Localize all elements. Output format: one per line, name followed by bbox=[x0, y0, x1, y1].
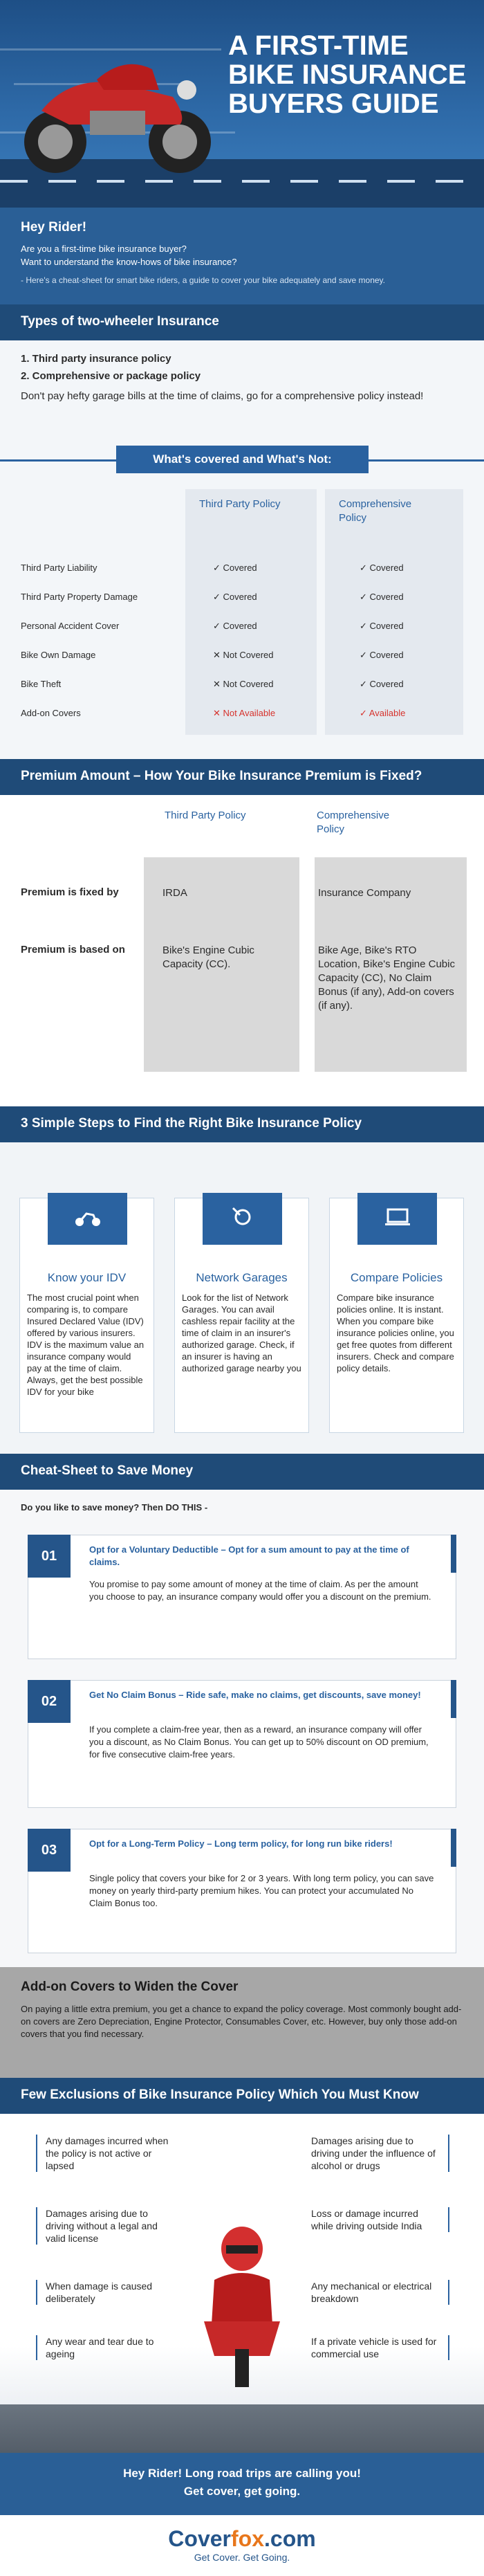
step-icon-tab bbox=[48, 1193, 127, 1245]
hero-title-line: A FIRST-TIME bbox=[228, 30, 409, 61]
tip-title: Get No Claim Bonus – Ride safe, make no claims, get discounts, save money! bbox=[89, 1690, 421, 1700]
addon-section bbox=[0, 1967, 484, 2078]
cross-icon: ✕ bbox=[213, 679, 223, 689]
premium-heading: Premium Amount – How Your Bike Insurance Premium is Fixed? bbox=[0, 759, 484, 795]
table-row bbox=[21, 558, 470, 579]
tip-card bbox=[28, 1535, 456, 1659]
table-row bbox=[21, 616, 470, 637]
intro-question-1: Are you a first-time bike insurance buyer? bbox=[21, 244, 187, 254]
addon-text: On paying a little extra premium, you get a chance to expand the policy coverage. Most commonly bought add-on covers are Zero Depreciation, Engine Protector, Consumables Cover, etc. However, buy only those add-on covers that you find necessary. bbox=[21, 2004, 462, 2039]
steps-section bbox=[0, 1142, 484, 1454]
comprehensive-column bbox=[325, 489, 463, 735]
third-party-column bbox=[185, 489, 317, 735]
cell-third-party: ✓ Covered bbox=[213, 621, 257, 631]
brand-logo[interactable]: Coverfox.com bbox=[168, 2526, 316, 2551]
tip-card bbox=[28, 1829, 456, 1953]
step-card bbox=[174, 1198, 309, 1433]
row-label: Third Party Liability bbox=[21, 563, 97, 573]
covered-banner: What's covered and What's Not: bbox=[116, 446, 369, 473]
row-label: Add-on Covers bbox=[21, 708, 81, 718]
check-icon: ✓ bbox=[360, 708, 369, 718]
closing-line-2: Get cover, get going. bbox=[183, 2485, 301, 2498]
check-icon: ✓ bbox=[360, 563, 370, 573]
cell-based-on-comprehensive: Bike Age, Bike's RTO Location, Bike's Engine Cubic Capacity (CC), No Claim Bonus (if any), Add-on covers (if any). bbox=[318, 944, 455, 1012]
cell-third-party: ✓ Covered bbox=[213, 592, 257, 602]
premium-section bbox=[0, 795, 484, 1106]
exclusion-item: Damages arising due to driving without a legal and valid license bbox=[36, 2207, 174, 2245]
intro-question-2: Want to understand the know-hows of bike insurance? bbox=[21, 257, 237, 267]
exclusion-item: Any mechanical or electrical breakdown bbox=[311, 2280, 449, 2305]
intro-note: - Here's a cheat-sheet for smart bike riders, a guide to cover your bike adequately and save money. bbox=[21, 275, 386, 285]
cell-comprehensive: ✓ Available bbox=[360, 708, 406, 718]
hero-title-line: BIKE INSURANCE bbox=[228, 60, 467, 90]
tip-number: 03 bbox=[28, 1829, 71, 1872]
step-text: Compare bike insurance policies online. It is instant. When you compare bike insurance policies online, you get free quotes from different insurers. Check and compare policy details. bbox=[337, 1292, 454, 1373]
cell-comprehensive: ✓ Covered bbox=[360, 621, 404, 631]
cross-icon: ✕ bbox=[213, 650, 223, 660]
cheat-heading: Cheat-Sheet to Save Money bbox=[0, 1454, 484, 1490]
table-row bbox=[21, 587, 470, 608]
step-text: The most crucial point when comparing is, to compare Insured Declared Value (IDV) offered by various insurers. IDV is the maximum value an insurance company would pay at the time of claim. Always, get the best possible IDV for your bike bbox=[27, 1292, 145, 1397]
step-title: Compare Policies bbox=[350, 1271, 443, 1284]
accent-bar bbox=[451, 1829, 456, 1867]
step-icon-tab bbox=[203, 1193, 282, 1245]
types-heading: Types of two-wheeler Insurance bbox=[0, 304, 484, 340]
exclusion-item: Any damages incurred when the policy is not active or lapsed bbox=[36, 2135, 174, 2172]
cell-fixed-by-third-party: IRDA bbox=[162, 887, 187, 899]
table-row bbox=[21, 704, 470, 724]
step-text: Look for the list of Network Garages. You can avail cashless repair facility at the time of claim in an insurer's authorized garage. Check, if an insurer is having an authorized garage nearby you bbox=[182, 1292, 301, 1373]
column-header-third-party: Third Party Policy bbox=[165, 810, 246, 821]
types-advice: Don't pay hefty garage bills at the time of claims, go for a comprehensive policy instead! bbox=[21, 390, 424, 402]
cell-third-party: ✓ Covered bbox=[213, 563, 257, 573]
check-icon: ✓ bbox=[360, 621, 370, 631]
cheat-section bbox=[0, 1490, 484, 1967]
cell-third-party: ✕ Not Available bbox=[213, 708, 276, 718]
accent-bar bbox=[451, 1680, 456, 1718]
row-label-based-on: Premium is based on bbox=[21, 944, 125, 956]
cell-comprehensive: ✓ Covered bbox=[360, 592, 404, 602]
tip-text: If you complete a claim-free year, then as a reward, an insurance company will offer you a discount, as No Claim Bonus. You can get up to 50% discount on OD premium, for five consecutive claim-free years. bbox=[89, 1724, 429, 1760]
hero-title-line: BUYERS GUIDE bbox=[228, 89, 439, 119]
exclusions-heading: Few Exclusions of Bike Insurance Policy Which You Must Know bbox=[0, 2078, 484, 2114]
check-icon: ✓ bbox=[213, 621, 223, 631]
exclusion-item: If a private vehicle is used for commercial use bbox=[311, 2335, 449, 2360]
tip-number: 01 bbox=[28, 1535, 71, 1578]
table-row bbox=[21, 646, 470, 666]
tip-text: You promise to pay some amount of money at the time of claim. As per the amount you choose to pay, an insurance company would offer you a discount on the premium. bbox=[89, 1579, 431, 1602]
cell-based-on-third-party: Bike's Engine Cubic Capacity (CC). bbox=[162, 944, 254, 970]
accent-bar bbox=[451, 1535, 456, 1573]
step-card bbox=[19, 1198, 154, 1433]
step-title: Network Garages bbox=[196, 1271, 288, 1284]
hero-title bbox=[228, 31, 466, 118]
column-header-third-party: Third Party Policy bbox=[199, 498, 281, 510]
exclusion-item: Damages arising due to driving under the influence of alcohol or drugs bbox=[311, 2135, 449, 2172]
rider-illustration bbox=[197, 2218, 287, 2391]
step-card bbox=[329, 1198, 464, 1433]
exclusion-item: Loss or damage incurred while driving outside India bbox=[311, 2207, 449, 2232]
row-label: Bike Theft bbox=[21, 679, 62, 689]
intro-greeting: Hey Rider! bbox=[21, 220, 87, 235]
policy-type-item: 2. Comprehensive or package policy bbox=[21, 370, 201, 382]
cell-third-party: ✕ Not Covered bbox=[213, 650, 274, 660]
closing-banner bbox=[0, 2453, 484, 2515]
table-row bbox=[21, 675, 470, 695]
cell-comprehensive: ✓ Covered bbox=[360, 679, 404, 689]
step-title: Know your IDV bbox=[47, 1271, 127, 1284]
cell-fixed-by-comprehensive: Insurance Company bbox=[318, 887, 411, 899]
cell-comprehensive: ✓ Covered bbox=[360, 563, 404, 573]
tip-text: Single policy that covers your bike for 2 or 3 years. With long term policy, you can save money on yearly third-party premium hikes. You can protect your accumulated No Claim Bonus too. bbox=[89, 1873, 434, 1908]
check-icon: ✓ bbox=[360, 592, 370, 602]
exclusion-item: Any wear and tear due to ageing bbox=[36, 2335, 174, 2360]
cell-comprehensive: ✓ Covered bbox=[360, 650, 404, 660]
intro-section bbox=[0, 208, 484, 304]
tip-number: 02 bbox=[28, 1680, 71, 1723]
cross-icon: ✕ bbox=[213, 708, 223, 718]
row-label-fixed-by: Premium is fixed by bbox=[21, 886, 119, 898]
check-icon: ✓ bbox=[213, 563, 223, 573]
tip-card bbox=[28, 1680, 456, 1808]
tip-title: Opt for a Voluntary Deductible – Opt for a sum amount to pay at the time of claims. bbox=[89, 1544, 409, 1567]
motorcycle-icon bbox=[74, 1207, 102, 1227]
hero-banner bbox=[0, 0, 484, 208]
tip-title: Opt for a Long-Term Policy – Long term policy, for long run bike riders! bbox=[89, 1838, 393, 1849]
row-label: Bike Own Damage bbox=[21, 650, 96, 660]
row-label: Personal Accident Cover bbox=[21, 621, 120, 631]
check-icon: ✓ bbox=[360, 679, 370, 689]
steps-heading: 3 Simple Steps to Find the Right Bike Insurance Policy bbox=[0, 1106, 484, 1142]
step-icon-tab bbox=[357, 1193, 437, 1245]
types-section bbox=[0, 340, 484, 759]
check-icon: ✓ bbox=[213, 592, 223, 602]
cell-third-party: ✕ Not Covered bbox=[213, 679, 274, 689]
row-label: Third Party Property Damage bbox=[21, 592, 138, 602]
column-header-comprehensive: Comprehensive Policy bbox=[317, 810, 390, 835]
exclusions-section bbox=[0, 2114, 484, 2501]
policy-type-item: 1. Third party insurance policy bbox=[21, 353, 171, 365]
wrench-gear-icon bbox=[229, 1207, 257, 1227]
column-header-comprehensive: Comprehensive Policy bbox=[339, 498, 412, 524]
brand-tagline: Get Cover. Get Going. bbox=[194, 2552, 290, 2563]
check-icon: ✓ bbox=[360, 650, 370, 660]
motorcycle-illustration bbox=[14, 14, 221, 187]
brand-footer bbox=[0, 2515, 484, 2576]
exclusion-item: When damage is caused deliberately bbox=[36, 2280, 174, 2305]
cheat-question: Do you like to save money? Then DO THIS - bbox=[21, 1502, 208, 1513]
closing-line-1: Hey Rider! Long road trips are calling you! bbox=[123, 2467, 361, 2480]
laptop-icon bbox=[384, 1207, 411, 1227]
addon-heading: Add-on Covers to Widen the Cover bbox=[21, 1980, 239, 1994]
